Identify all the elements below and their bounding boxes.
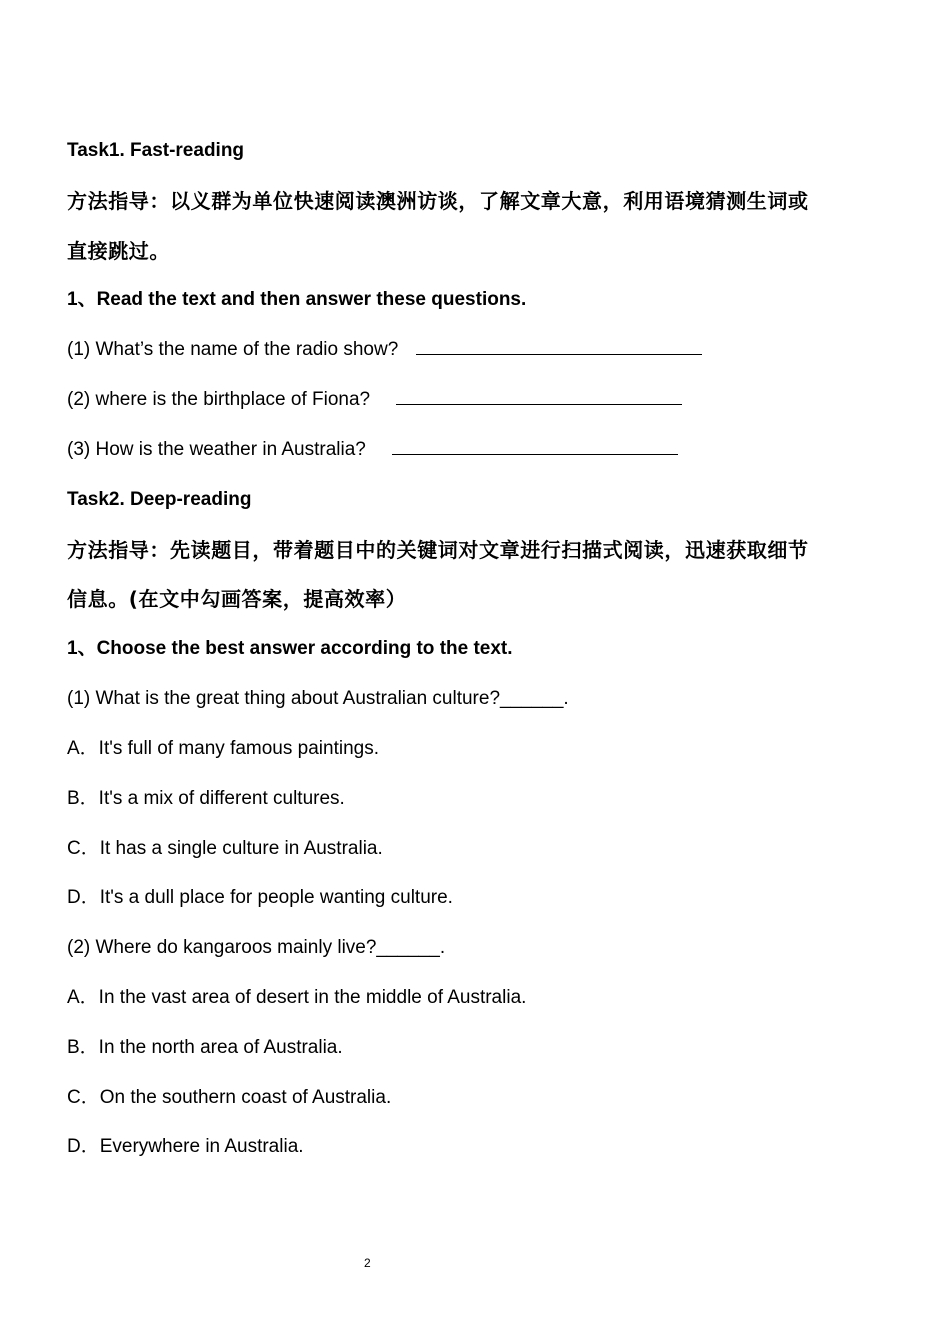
task1-method-guide-line2: 直接跳过。 xyxy=(67,239,170,263)
question-2-option-d: D．Everywhere in Australia. xyxy=(67,1136,304,1157)
question-2-option-a: A．In the vast area of desert in the middle of Australia. xyxy=(67,987,527,1008)
task2-heading: Task2. Deep-reading xyxy=(67,489,252,510)
question-text: (1) What’s the name of the radio show? xyxy=(67,339,399,360)
question-2-option-b: B．In the north area of Australia. xyxy=(67,1037,343,1058)
task2-method-guide-line1: 方法指导：先读题目，带着题目中的关键词对文章进行扫描式阅读，迅速获取细节 xyxy=(67,538,809,562)
task2-method-guide-line2: 信息。(在文中勾画答案，提高效率） xyxy=(67,587,407,611)
question-2-option-c: C．On the southern coast of Australia. xyxy=(67,1087,392,1108)
question-text: (3) How is the weather in Australia? xyxy=(67,439,366,460)
task1-question-1 xyxy=(67,338,702,362)
answer-blank[interactable] xyxy=(392,453,678,455)
question-1-option-c: C．It has a single culture in Australia. xyxy=(67,838,383,859)
question-1-option-a: A．It's full of many famous paintings. xyxy=(67,738,379,759)
question-text: (2) where is the birthplace of Fiona? xyxy=(67,389,371,410)
task2-instruction: 1、Choose the best answer according to the text. xyxy=(67,638,513,659)
task1-method-guide-line1: 方法指导：以义群为单位快速阅读澳洲访谈，了解文章大意，利用语境猜测生词或 xyxy=(67,189,809,213)
task1-heading: Task1. Fast-reading xyxy=(67,140,245,161)
task2-question-1: (1) What is the great thing about Australian culture?______. xyxy=(67,688,569,709)
task1-instruction: 1、Read the text and then answer these questions. xyxy=(67,289,527,310)
answer-blank[interactable] xyxy=(396,403,682,405)
task1-question-3 xyxy=(67,438,678,462)
task2-question-2: (2) Where do kangaroos mainly live?______. xyxy=(67,937,446,958)
answer-blank[interactable] xyxy=(416,353,702,355)
question-1-option-d: D．It's a dull place for people wanting culture. xyxy=(67,887,453,908)
page-number: 2 xyxy=(364,1256,371,1270)
task1-question-2 xyxy=(67,388,682,412)
question-1-option-b: B．It's a mix of different cultures. xyxy=(67,788,345,809)
